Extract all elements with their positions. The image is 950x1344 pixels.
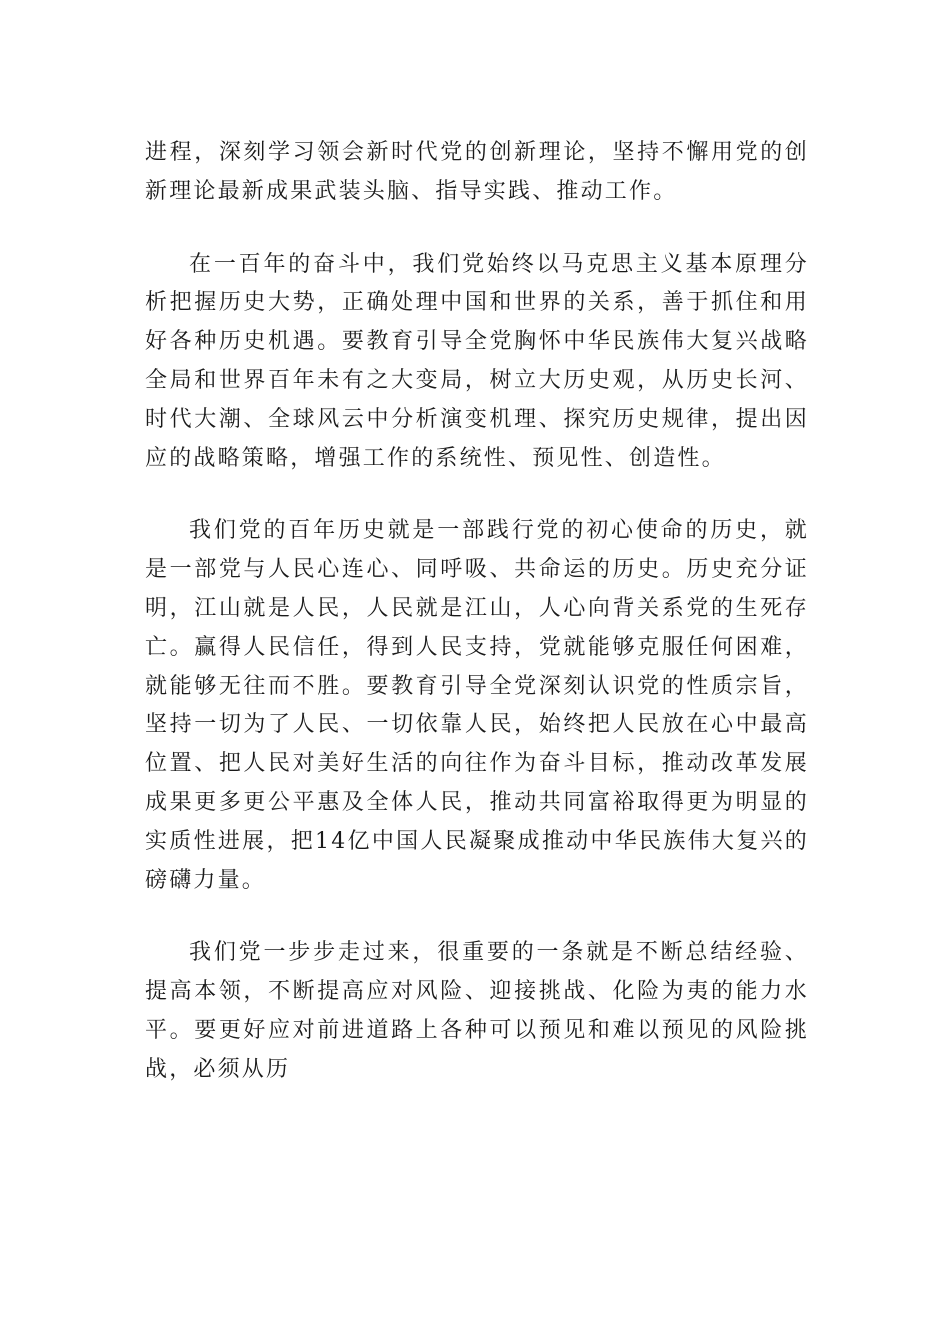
paragraph-people-centered: 我们党的百年历史就是一部践行党的初心使命的历史，就是一部党与人民心连心、同呼吸、共命运的历史。历史充分证明，江山就是人民，人民就是江山，人心向背关系党的生死存亡。赢得人民信任，得到人民支持，党就能够克服任何困难，就能够无往而不胜。要教育引导全党深刻认识党的性质宗旨，坚持一切为了人民、一切依靠人民，始终把人民放在心中最高位置、把人民对美好生活的向往作为奋斗目标，推动改革发展成果更多更公平惠及全体人民，推动共同富裕取得更为明显的实质性进展，把14亿中国人民凝聚成推动中华民族伟大复兴的磅礴力量。 xyxy=(145,518,809,893)
document-body xyxy=(145,134,809,1090)
paragraph-risk-challenges: 我们党一步步走过来，很重要的一条就是不断总结经验、提高本领，不断提高应对风险、迎接挑战、化险为夷的能力水平。要更好应对前进道路上各种可以预见和难以预见的风险挑战，必须从历 xyxy=(145,940,809,1082)
paragraph-historical-trend: 在一百年的奋斗中，我们党始终以马克思主义基本原理分析把握历史大势，正确处理中国和世界的关系，善于抓住和用好各种历史机遇。要教育引导全党胸怀中华民族伟大复兴战略全局和世界百年未有之大变局，树立大历史观，从历史长河、时代大潮、全球风云中分析演变机理、探究历史规律，提出因应的战略策略，增强工作的系统性、预见性、创造性。 xyxy=(145,251,809,471)
paragraph-continuation: 进程，深刻学习领会新时代党的创新理论，坚持不懈用党的创新理论最新成果武装头脑、指导实践、推动工作。 xyxy=(145,140,809,204)
